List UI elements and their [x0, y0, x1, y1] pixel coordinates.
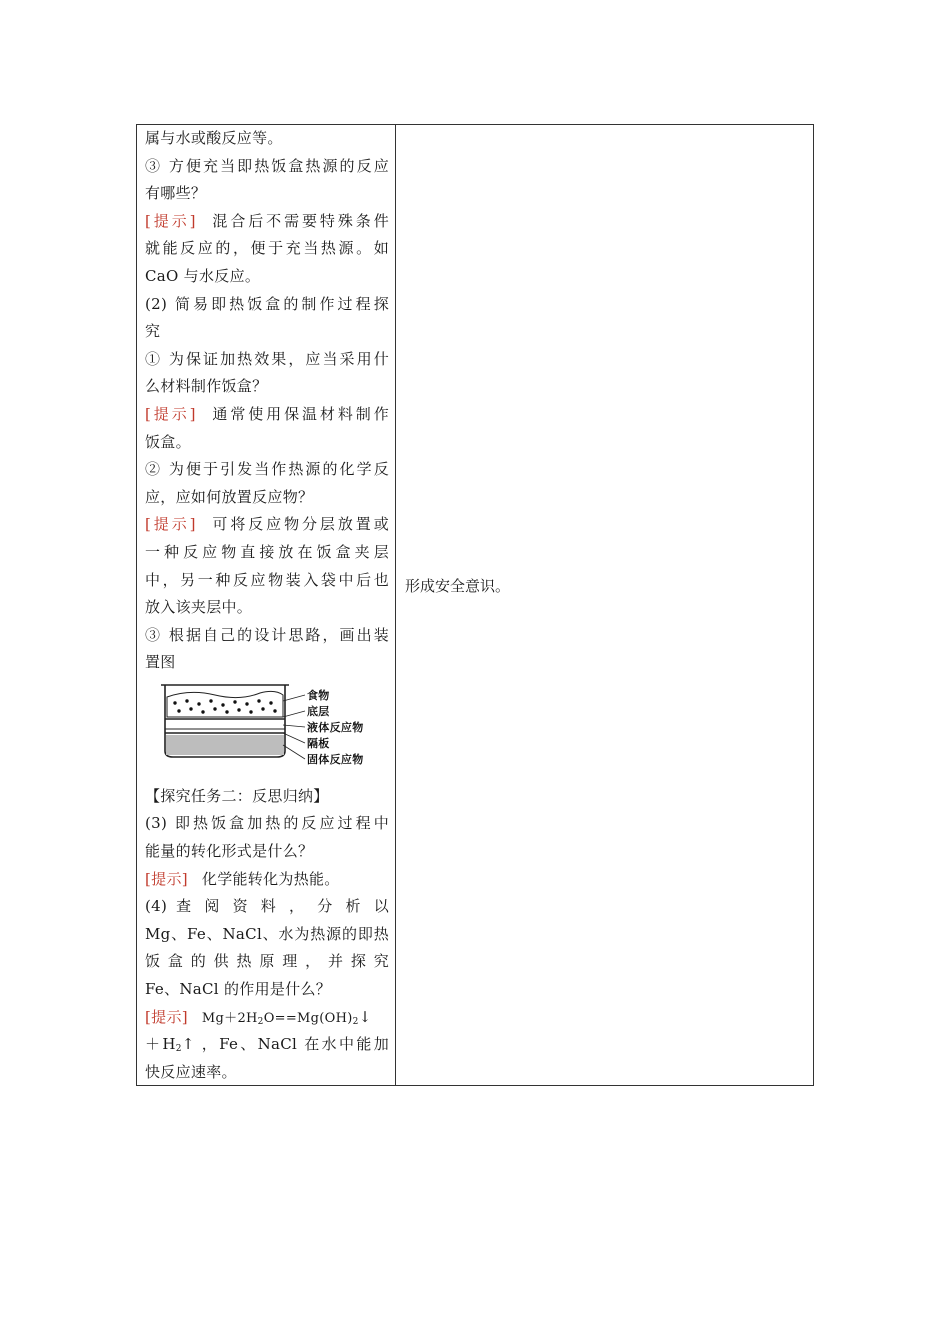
hint-line: [提示] 通常使用保温材料制作 — [145, 404, 389, 423]
hint-label: [提示] — [145, 869, 188, 888]
text-line: Mg、Fe、NaCl、水为热源的即热 — [145, 924, 389, 943]
hint-label: [提示] — [145, 515, 196, 534]
text-line: $+H_2↑$ ，Fe、NaCl 在水中能加 — [145, 1035, 389, 1055]
text-line: 中，另一种反应物装入袋中后也 — [145, 570, 389, 589]
label-solid-reactant: 固体反应物 — [307, 752, 364, 766]
hint-line: [提示] 可将反应物分层放置或 — [145, 515, 389, 534]
text-line: 快反应速率。 — [145, 1062, 237, 1081]
section-3: (3) 即热饭盒加热的反应过程中 — [145, 814, 389, 833]
hint-equation: [提示] $Mg+2H_2O==Mg(OH)_2↓$ — [145, 1007, 372, 1027]
label-liquid-reactant: 液体反应物 — [307, 720, 364, 734]
section-4: (4) 查 阅 资 料 ， 分 析 以 — [145, 897, 389, 916]
hint-label: [提示] — [145, 404, 196, 423]
text-line: 能量的转化形式是什么？ — [145, 842, 314, 861]
right-cell-text: 形成安全意识。 — [405, 577, 511, 595]
task-2-heading: 【探究任务二：反思归纳】 — [145, 786, 329, 805]
lunchbox-diagram — [145, 679, 385, 781]
label-bottom-layer: 底层 — [307, 704, 330, 718]
text-line: 饭 盒 的 供 热 原 理 ， 并 探 究 — [145, 952, 389, 971]
section-2: (2) 简易即热饭盒的制作过程探 — [145, 294, 389, 313]
food-layer — [167, 691, 283, 717]
text-line: 饭盒。 — [145, 432, 191, 451]
column-divider — [395, 125, 396, 1085]
hint-label: [提示] — [145, 1007, 188, 1026]
label-food: 食物 — [307, 688, 330, 702]
text-line: 有哪些？ — [145, 184, 207, 203]
text-line: Fe、NaCl 的作用是什么？ — [145, 980, 332, 999]
text-line: 放入该夹层中。 — [145, 598, 253, 617]
text-line: CaO 与水反应。 — [145, 266, 261, 285]
question-1: ① 为保证加热效果，应当采用什 — [145, 349, 389, 368]
text-line: 一种反应物直接放在饭盒夹层 — [145, 542, 389, 561]
hint-label: [提示] — [145, 211, 196, 230]
question-3-draw: ③ 根据自己的设计思路，画出装 — [145, 625, 389, 644]
text-line: 属与水或酸反应等。 — [145, 129, 283, 147]
text-line: 应，应如何放置反应物？ — [145, 487, 314, 506]
hint-line: [提示] 化学能转化为热能。 — [145, 869, 340, 888]
label-partition: 隔板 — [307, 736, 330, 750]
question-3: ③ 方便充当即热饭盒热源的反应 — [145, 156, 389, 175]
text-line: 究 — [145, 322, 161, 341]
left-cell — [145, 125, 389, 1086]
question-2: ② 为便于引发当作热源的化学反 — [145, 460, 389, 479]
lesson-table — [136, 124, 814, 1086]
text-line: 置图 — [145, 653, 176, 672]
solid-reactant-layer — [166, 735, 284, 755]
text-line: 么材料制作饭盒？ — [145, 377, 268, 396]
hint-line: [提示] 混合后不需要特殊条件 — [145, 211, 389, 230]
text-line: 就能反应的，便于充当热源。如 — [145, 239, 389, 258]
